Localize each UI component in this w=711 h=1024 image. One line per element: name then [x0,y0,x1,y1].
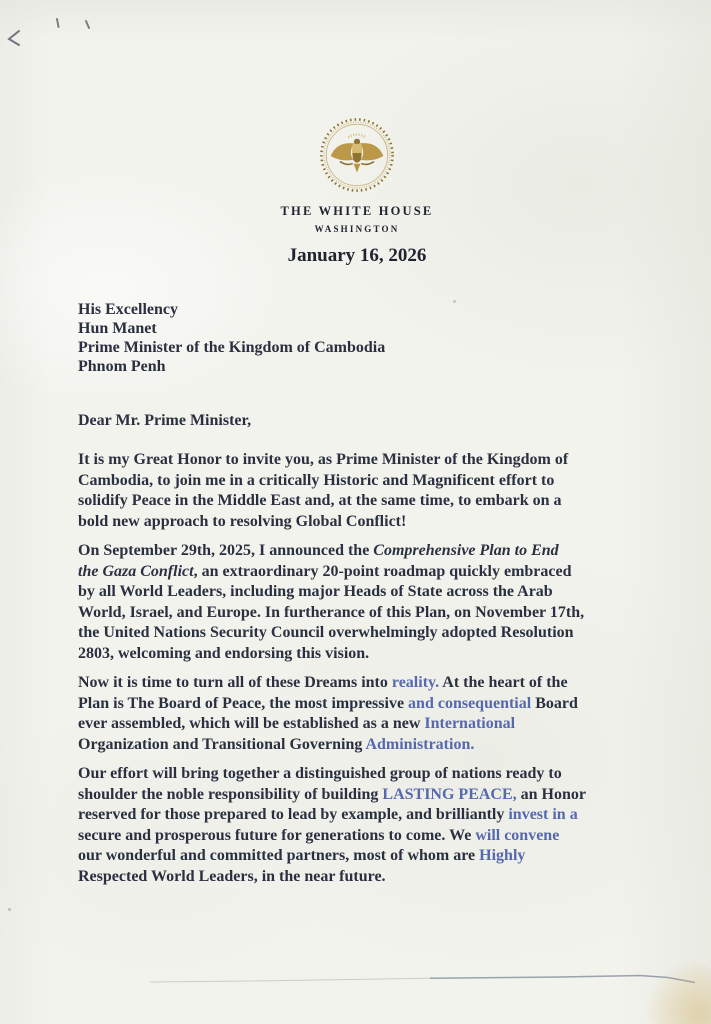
letter-line: the United Nations Security Council overwhelmingly adopted Resolution [78,624,574,641]
letter-paragraph [78,541,636,664]
letter-paragraph [78,450,636,532]
letter-line: Now it is time to turn all of these Dreams into reality. At the heart of the [78,674,568,691]
letter-line: shoulder the noble responsibility of building LASTING PEACE, an Honor [78,785,586,803]
letter-line: the Gaza Conflict, an extraordinary 20-point roadmap quickly embraced [78,562,572,580]
letter-line: secure and prosperous future for generations to come. We will convene [78,826,560,844]
letterhead-location: WASHINGTON [314,224,400,234]
letter-line: It is my Great Honor to invite you, as Prime Minister of the Kingdom of [78,451,569,468]
letter-line: Our effort will bring together a distinguished group of nations ready to [78,765,562,782]
recipient-line: His Excellency [78,301,178,318]
letter-line: ever assembled, which will be established as a new International [78,715,516,732]
letter-line: Plan is The Board of Peace, the most impressive and consequential Board [78,694,578,712]
letter-paragraph [78,673,636,755]
paper-crease [0,955,711,1000]
letter-line: Organization and Transitional Governing Administration. [78,735,475,753]
letter-line: by all World Leaders, including major Heads of State across the Arab [78,583,553,600]
letter-date: January 16, 2026 [287,245,427,266]
letter-line: 2803, welcoming and endorsing this vision. [78,644,370,662]
letter [78,96,636,896]
recipient-line: Prime Minister of the Kingdom of Cambodia [78,339,386,356]
recipient-line: Phnom Penh [78,358,166,375]
presidential-seal-icon [318,116,396,194]
letter-line: bold new approach to resolving Global Conflict! [78,512,407,530]
letter-line: our wonderful and committed partners, most of whom are Highly [78,847,526,864]
letterhead-organization: THE WHITE HOUSE [280,204,434,218]
letter-paragraph [78,764,636,887]
pen-marks [0,0,110,60]
letter-line: World, Israel, and Europe. In furtherance of this Plan, on November 17th, [78,603,585,621]
salutation: Dear Mr. Prime Minister, [78,412,252,429]
recipient-block [78,300,636,376]
letter-line: reserved for those prepared to lead by example, and brilliantly invest in a [78,806,578,823]
letter-line: On September 29th, 2025, I announced the Comprehensive Plan to End [78,542,559,559]
letter-line: solidify Peace in the Middle East and, at the same time, to embark on a [78,492,562,509]
letter-line: Respected World Leaders, in the near future. [78,867,386,885]
letter-line: Cambodia, to join me in a critically Historic and Magnificent effort to [78,471,555,489]
letter-body [78,450,636,887]
scan-speck [8,908,11,911]
recipient-line: Hun Manet [78,320,157,337]
